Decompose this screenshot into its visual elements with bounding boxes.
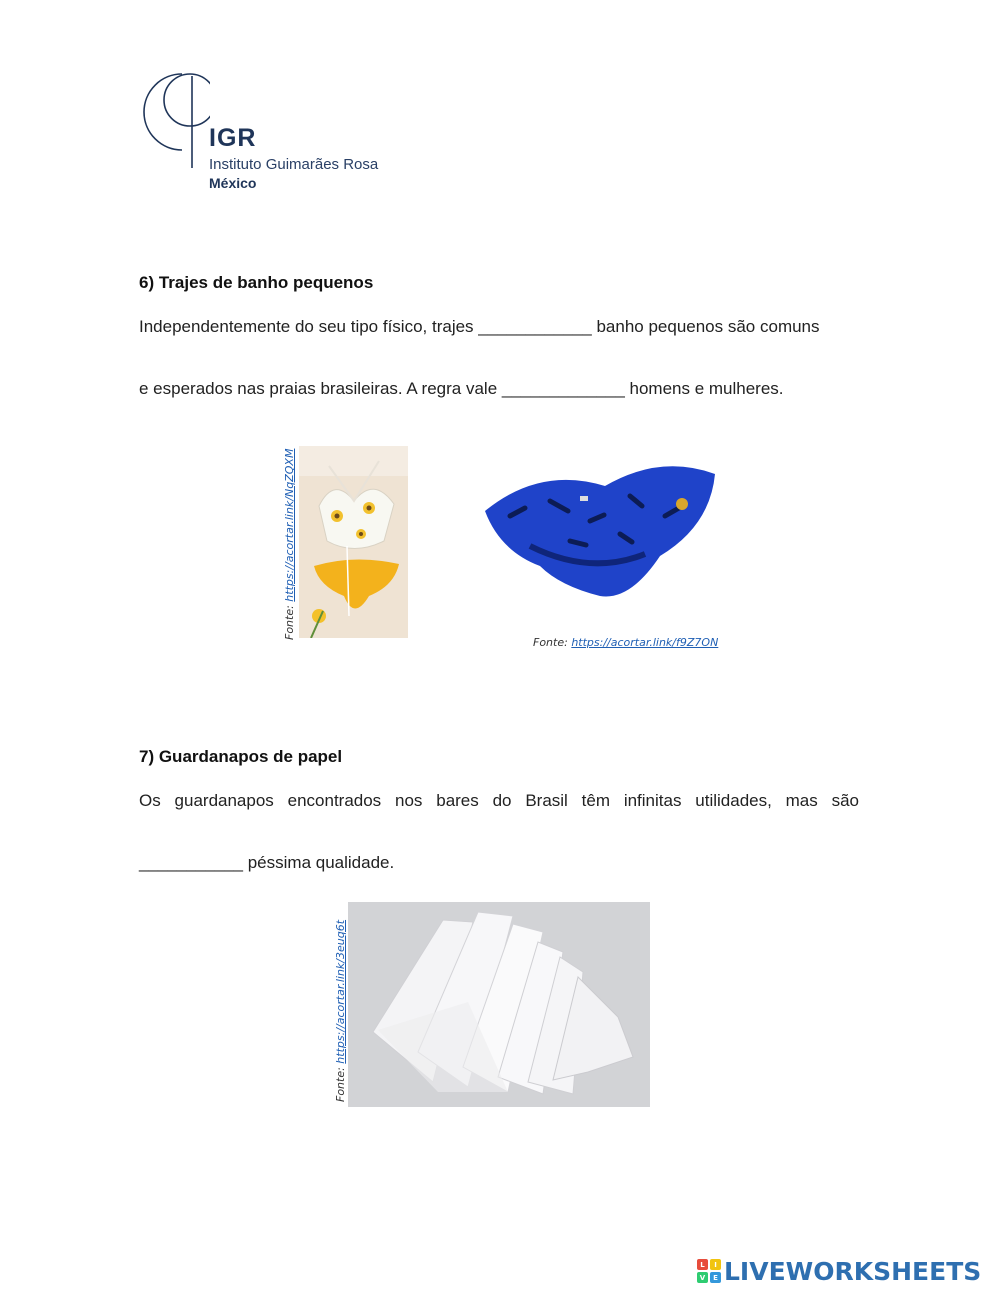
- bikini-photo: [299, 446, 408, 638]
- logo-tile-l: L: [697, 1259, 708, 1270]
- logo-abbreviation: IGR: [209, 124, 257, 152]
- section-7-line-1: Os guardanapos encontrados nos bares do Brasil têm infinitas utilidades, mas são: [139, 791, 859, 810]
- institute-logo: [140, 68, 400, 198]
- logo-tile-i: I: [710, 1259, 721, 1270]
- liveworksheets-wordmark: LIVEWORKSHEETS: [724, 1256, 982, 1286]
- section-6-title: 6) Trajes de banho pequenos: [139, 273, 374, 292]
- fonte-label: Fonte:: [283, 601, 296, 640]
- liveworksheets-logo-icon: [697, 1259, 721, 1283]
- fonte-label: Fonte:: [334, 1063, 347, 1102]
- bikini-source-link[interactable]: https://acortar.link/NqZQXM: [283, 448, 296, 602]
- logo-tile-v: V: [697, 1272, 708, 1283]
- fonte-label: Fonte:: [533, 636, 572, 649]
- section-7-line-2: ___________ péssima qualidade.: [139, 853, 395, 872]
- logo-country: México: [209, 175, 257, 191]
- swim-briefs-photo: [470, 446, 725, 616]
- napkins-source-caption: [334, 920, 347, 1102]
- bikini-source-caption: [283, 449, 296, 640]
- paper-napkins-photo: [348, 902, 650, 1107]
- igr-emblem-icon: [140, 68, 210, 178]
- section-7-title: 7) Guardanapos de papel: [139, 747, 343, 766]
- swim-briefs-source-link[interactable]: https://acortar.link/f9Z7ON: [571, 636, 719, 649]
- liveworksheets-brand[interactable]: [697, 1255, 981, 1287]
- swim-briefs-source-caption: [533, 636, 718, 649]
- section-6-line-1: Independentemente do seu tipo físico, trajes ____________ banho pequenos são comuns: [139, 317, 820, 336]
- section-6-line-2: e esperados nas praias brasileiras. A regra vale _____________ homens e mulheres.: [139, 379, 784, 398]
- napkins-source-link[interactable]: https://acortar.link/3euq6t: [334, 919, 347, 1064]
- logo-tile-e: E: [710, 1272, 721, 1283]
- logo-institute-name: Instituto Guimarães Rosa: [209, 156, 379, 173]
